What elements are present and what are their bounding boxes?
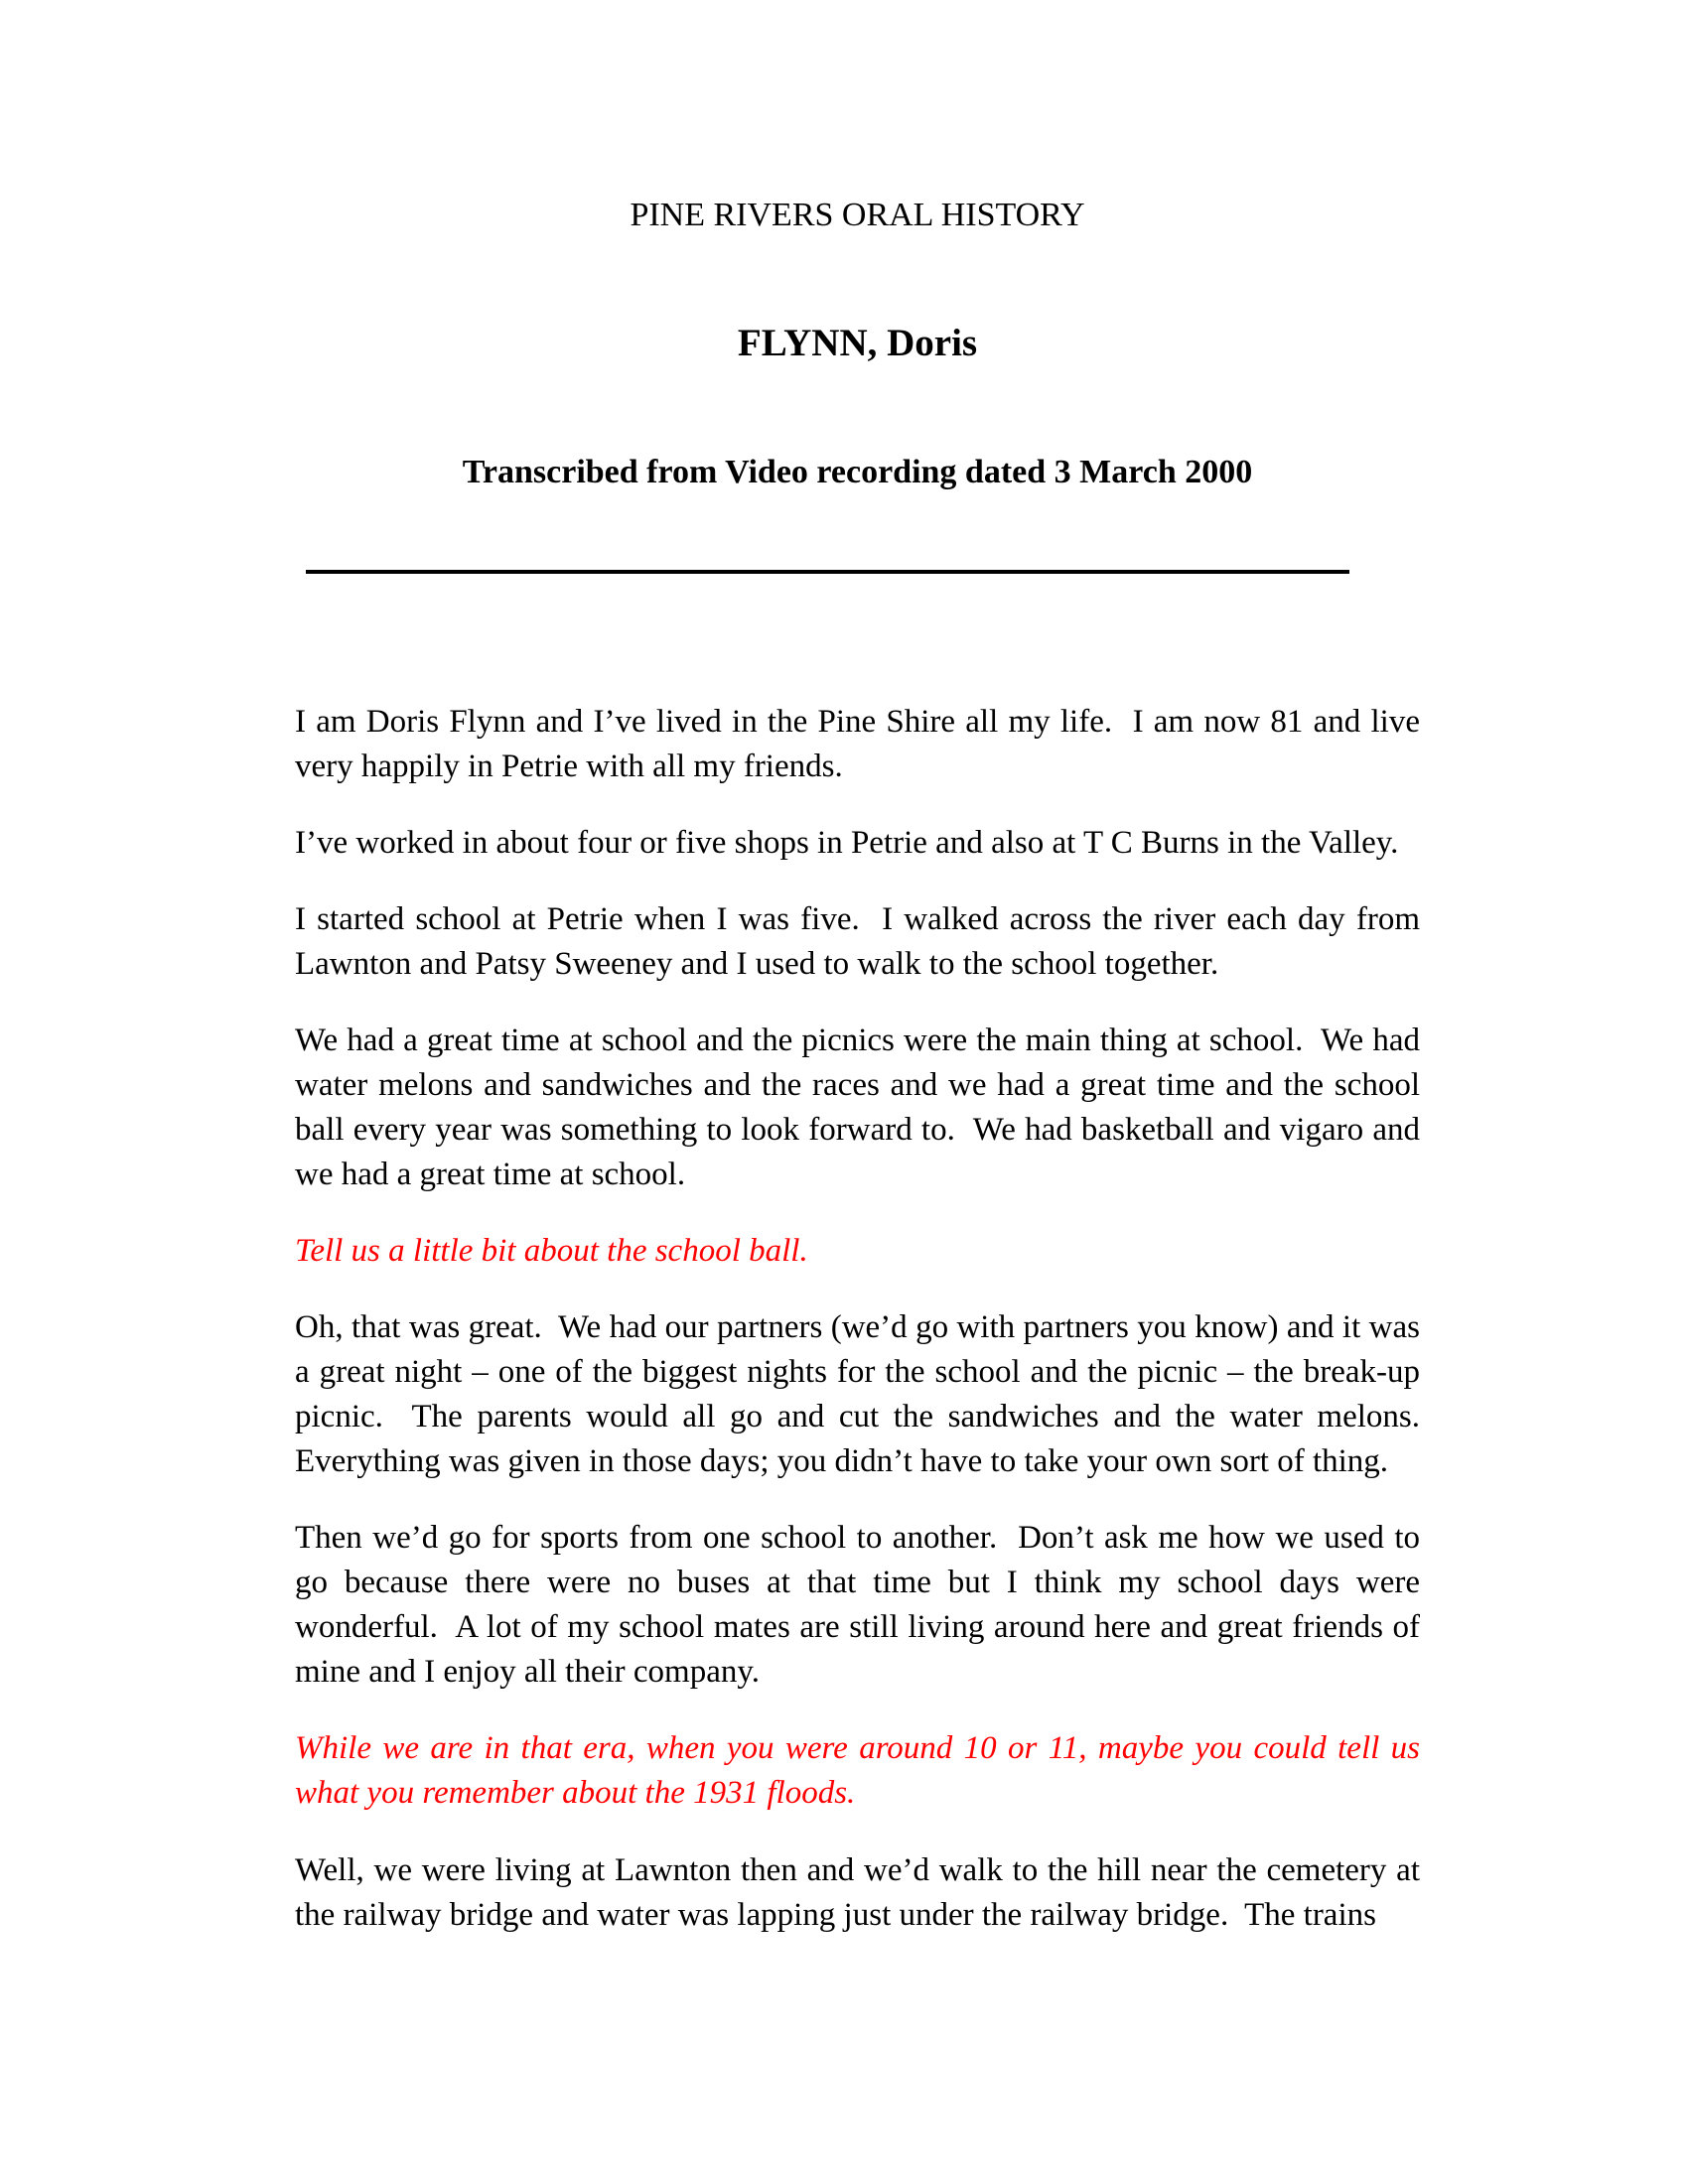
transcription-note: Transcribed from Video recording dated 3 March 2000 bbox=[462, 454, 1253, 490]
transcript-body bbox=[295, 700, 1437, 1938]
subject-name: FLYNN, Doris bbox=[737, 322, 978, 364]
document-title: PINE RIVERS ORAL HISTORY bbox=[630, 197, 1085, 233]
interviewee-answer: I’ve worked in about four or five shops in Petrie and also at T C Burns in the Valley. bbox=[295, 825, 1399, 861]
interviewer-question: While we are in that era, when you were around 10 or 11, maybe you could tell us what you remember about the 1931 floods. bbox=[295, 1730, 1429, 1811]
interviewee-answer: Oh, that was great. We had our partners (we’d go with partners you know) and it was a great night – one of the biggest nights for the school and the picnic – the break-up picnic. The parents would all go and cut the sandwiches and the water melons. Everything was given in those days; you didn’t have to take your own sort of thing. bbox=[295, 1309, 1437, 1479]
document-content bbox=[295, 0, 1437, 1938]
interviewee-answer: I am Doris Flynn and I’ve lived in the Pine Shire all my life. I am now 81 and live very happily in Petrie with all my friends. bbox=[295, 704, 1429, 784]
interviewee-answer: I started school at Petrie when I was five. I walked across the river each day from Lawnton and Patsy Sweeney and I used to walk to the school together. bbox=[295, 901, 1429, 982]
interviewee-answer: We had a great time at school and the picnics were the main thing at school. We had water melons and sandwiches and the races and we had a great time and the school ball every year was something to look forward to. We had basketball and vigaro and we had a great time at school. bbox=[295, 1023, 1429, 1192]
interviewee-answer: Well, we were living at Lawnton then and we’d walk to the hill near the cemetery at the railway bridge and water was lapping just under the railway bridge. The trains bbox=[295, 1852, 1429, 1933]
interviewer-question: Tell us a little bit about the school ball. bbox=[295, 1233, 808, 1269]
horizontal-divider bbox=[306, 570, 1349, 574]
interviewee-answer: Then we’d go for sports from one school to another. Don’t ask me how we used to go because there were no buses at that time but I think my school days were wonderful. A lot of my school mates are still living around here and great friends of mine and I enjoy all their company. bbox=[295, 1520, 1429, 1690]
